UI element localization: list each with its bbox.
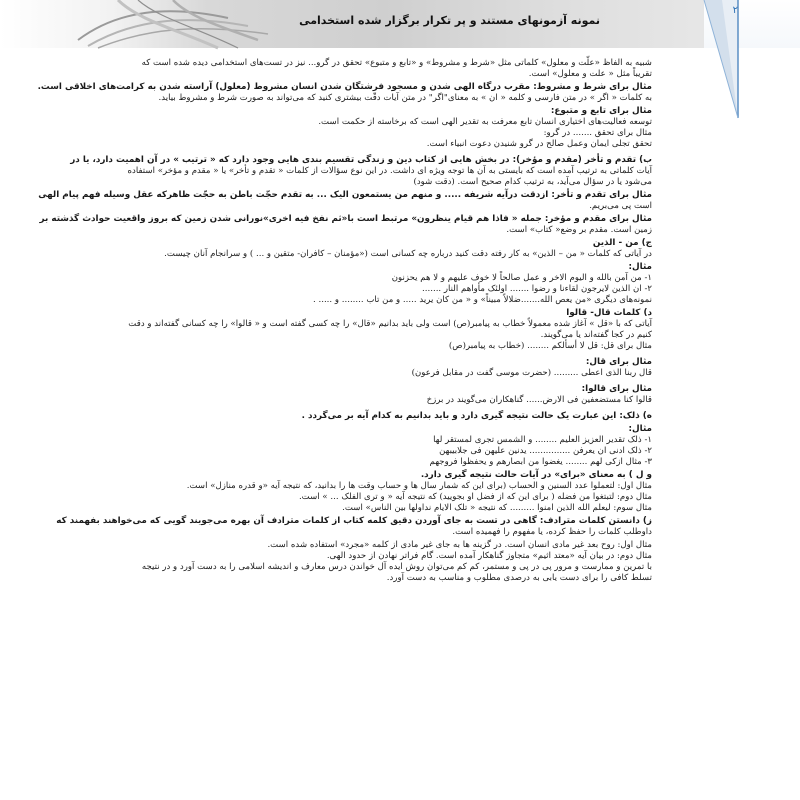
text-line: با تمرین و ممارست و مرور پی در پی و مستمر، کم کم می‌توان روش ایده آل خواندن درس معارف و اندیشه اسلامی را به دست آورد و در نتیجه [141, 562, 652, 572]
section-heading-line: ه) ذلک: این عبارت یک حالت نتیجه گیری دارد و باید بدانیم به کدام آیه بر می‌گردد . [301, 411, 652, 421]
section-heading-line: مثال برای تقدم و تأخر: ازدقت درآیه شریفه ..... و منهم من یستمعون الیک ... به تقدم حجّت باطن به حجّت ظاهرکه عقل وسیله فهم پیام الهی [38, 190, 652, 200]
text-line: ۱- من آمن بالله و الیوم الاخر و عمل صالحاً لا خوف علیهم و لا هم یحزنون [391, 273, 652, 283]
text-line: نمونه‌های دیگری «من یعص الله.......ضلالاً مبیناً» و « من کان یرید ..... و من تاب ........ و ..... . [313, 295, 652, 305]
text-line: داوطلب کلمات را حفظ کرده، یا مفهوم را فهمیده است. [452, 527, 652, 537]
text-line: قالوا کنا مستضعفین فی الارض...... گناهکاران می‌گویند در برزخ [426, 395, 652, 405]
section-heading-line: مثال برای قالوا: [581, 384, 652, 394]
text-line: در آیاتی که کلمات « من – الذین» به کار رفته دقت کنید درباره چه کسانی است («مؤمنان – کافران- متقین و ... ) و سرانجام آنان چیست. [164, 249, 652, 259]
section-heading-line: مثال برای مقدم و مؤخر: جمله « فاذا هم قیام ینظرون» مرتبط است با«ثم نفخ فیه اخری»نورانی شدن زمین که بروز واقعیت حوادث گذشته بر [39, 214, 652, 224]
text-line: کنیم در کجا گفته‌اند یا می‌گویند. [540, 330, 652, 340]
corner-triangle-icon [704, 0, 800, 118]
text-line: توسعه فعالیت‌های اختیاری انسان تابع معرفت به تقدیر الهی است که برخاسته از حکمت است. [318, 117, 652, 127]
text-line: ۱- ذلک تقدیر العزیز العلیم ........ و الشمس تجری لمستقر لها [433, 435, 652, 445]
text-line: ۳- مثال ازکی لهم ........ یغضوا من ابصارهم و یحفظوا فروجهم [429, 457, 652, 467]
text-line: مثال برای قل: قل لا أسألکم ........ (خطاب به پیامبر(ص) [448, 341, 652, 351]
text-line: تقریباً مثل « علت و معلول» است. [528, 69, 652, 79]
text-line: شبیه به الفاظ «علّت و معلول» کلماتی مثل «شرط و مشروط» و «تابع و متبوع» تحقق در گرو... نیز در تست‌های استخدامی دیده شده است که [141, 58, 652, 68]
page-number: ۲ [732, 5, 738, 16]
section-heading-line: مثال برای تابع و متبوع: [550, 106, 652, 116]
text-line: می‌شود یا در سؤال می‌آید، به ترتیب کدام صحیح است. (دقت شود) [413, 177, 652, 187]
section-heading-line: مثال: [628, 262, 652, 272]
text-line: تسلط کافی را برای دست یابی به درصدی مطلوب و مناسب به دست آورد. [386, 573, 652, 583]
text-line: به کلمات « اگر » در متن فارسی و کلمه « ان » به معنای"اگر" در متن آیات دقّت بیشتری کنید که می‌تواند به صورت شرط و مشروط بیاید. [158, 93, 652, 103]
decorative-swirl-icon [78, 0, 268, 48]
text-line: قال ربنا الذی اعطی ......... (حضرت موسی گفت در مقابل فرعون) [411, 368, 652, 378]
text-line: ۲- ان الذین لایرجون لقاءنا و رضوا ....... اولئک مأواهم النار ....... [422, 284, 652, 294]
text-line: مثال سوم: لیعلم الله الذین امنوا ......... که نتیجه « تلک الایام نداولها بین الناس» است. [342, 503, 652, 513]
text-line: مثال اول: لتعملوا عدد السنین و الحساب (برای این که شمار سال ها و حساب وقت ها را بدانید، که نتیجه آیه «و قدره منازل» است. [186, 481, 652, 491]
text-line: مثال برای تحقق ....... در گرو: [543, 128, 652, 138]
header-band [0, 0, 800, 48]
header-title: نمونه آزمونهای مستند و پر تکرار برگزار شده استخدامی [299, 14, 600, 27]
text-line: مثال دوم: لتبتغوا من فضله ( برای این که از فضل او بجویید) که نتیجه آیه « و تری الفلک ... » است. [298, 492, 652, 502]
text-line: ۲- ذلک ادنی ان یعرفن ............... یدنین علیهن فی جلابیبهن [439, 446, 652, 456]
text-line: زمین است. مقدم بر وضع« کتاب» است. [506, 225, 652, 235]
text-line: تحقق تجلی ایمان وعمل صالح در گرو شنیدن دعوت انبیاء است. [426, 139, 652, 149]
document-body [37, 58, 652, 584]
section-heading-line: مثال: [628, 424, 652, 434]
text-line: مثال اول: روح بعد غیر مادی انسان است. در گزینه ها به جای غیر مادی از کلمه «مجرد» استفاده شده است. [267, 540, 652, 550]
text-line: مثال دوم: در بیان آیه «معتد اثیم» متجاوز گناهکار آمده است. گام فراتر نهادن از حدود الهی. [326, 551, 652, 561]
section-heading-line: مثال برای شرط و مشروط: مقرب درگاه الهی شدن و مسجود فرشتگان شدن انسان مشروط (معلول) آراسته شدن به کرامت‌های اخلاقی است. [37, 82, 652, 92]
section-heading-line: و ل ) به معنای «برای» در آیات حالت نتیجه گیری دارد. [420, 470, 652, 480]
text-line: آیات کلماتی به ترتیب آمده است که بایستی به آن ها توجه ویژه ای داشت. در این نوع سؤالات از کلمات « تقدم و تأخر» یا « مقدم و مؤخر» استفاده [127, 166, 652, 176]
section-heading-line: ج) من - الذین [592, 238, 652, 248]
text-line: آیاتی که با «قل » آغاز شده معمولاً خطاب به پیامبر(ص) است ولی باید بدانیم «قال» را چه کسی گفته است و « قالوا» را چه کسانی گفته‌اند و دقت [128, 319, 652, 329]
section-heading-line: د) کلمات قال- قالوا [566, 308, 652, 318]
section-heading-line: ز) دانستن کلمات مترادف: گاهی در تست به جای آوردن دقیق کلمه کتاب از کلمات مترادف آن بهره می‌جویند گویی که می‌خواهند بفهمند که [56, 516, 652, 526]
text-line: است پی می‌بریم. [589, 201, 652, 211]
section-heading-line: ب) تقدم و تأخر (مقدم و مؤخر): در بخش هایی از کتاب دین و زندگی تقسیم بندی هایی وجود دارد که « ترتیب » در آن اهمیت دارد، یا در [70, 155, 652, 165]
section-heading-line: مثال برای قال: [585, 357, 652, 367]
